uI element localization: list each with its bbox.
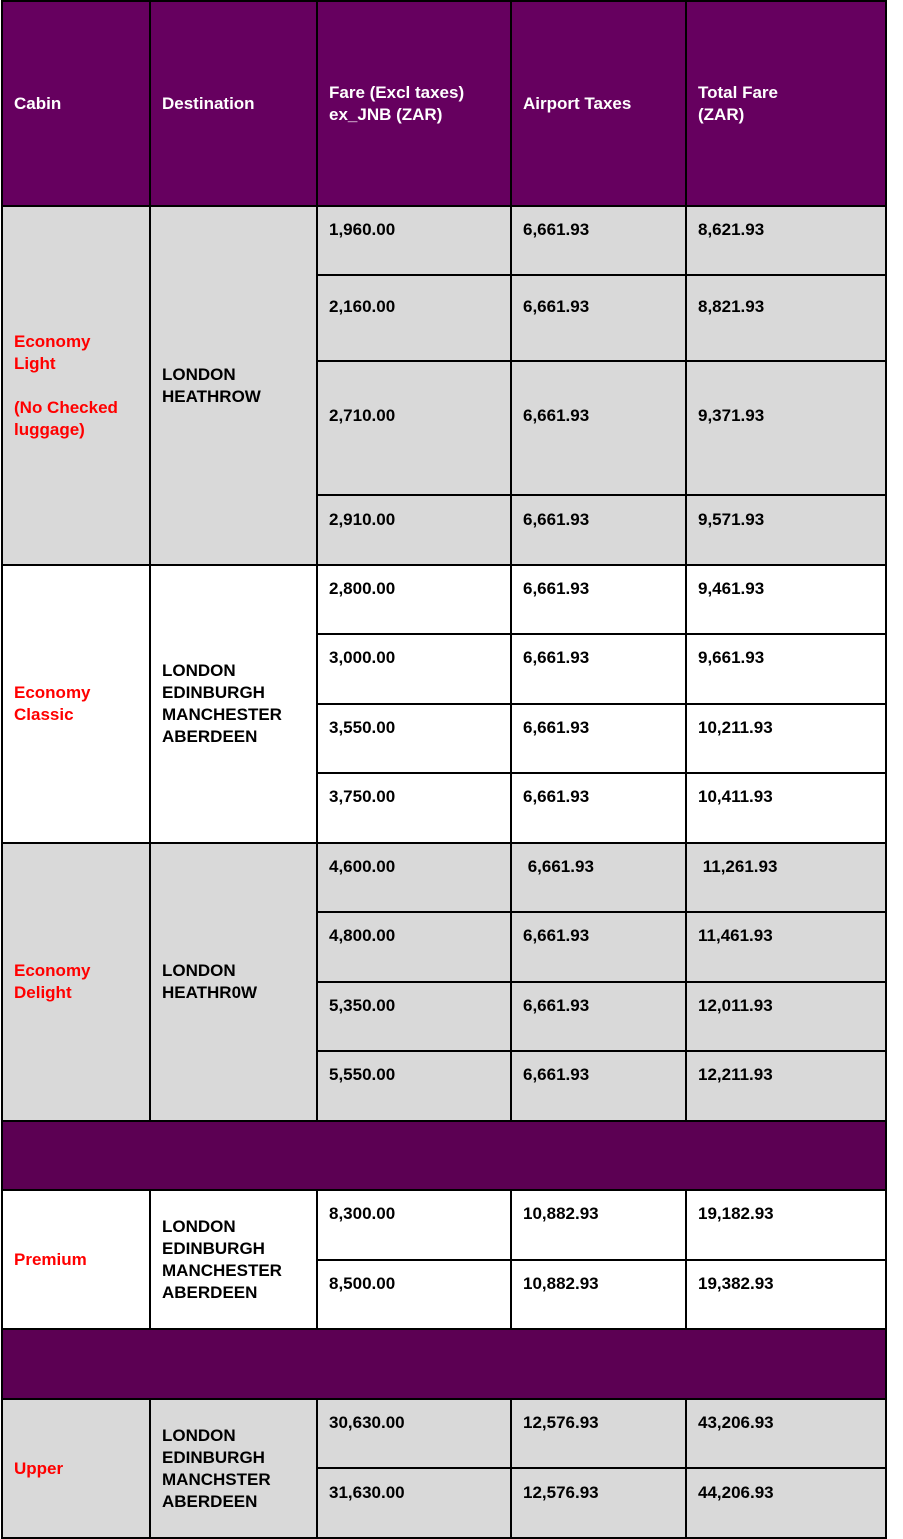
fare-cell: 2,710.00 (317, 361, 511, 495)
fare-cell: 8,300.00 (317, 1190, 511, 1260)
destination-cell: LONDON EDINBURGH MANCHSTER ABERDEEN (150, 1399, 317, 1538)
total-cell: 9,371.93 (686, 361, 886, 495)
destination-cell: LONDON HEATHROW (150, 206, 317, 565)
taxes-cell: 6,661.93 (511, 1051, 686, 1121)
total-cell: 12,211.93 (686, 1051, 886, 1121)
header-destination: Destination (150, 1, 317, 206)
fare-cell: 2,800.00 (317, 565, 511, 634)
total-cell: 8,621.93 (686, 206, 886, 275)
total-cell: 9,461.93 (686, 565, 886, 634)
total-cell: 11,461.93 (686, 912, 886, 982)
separator-row (2, 1121, 886, 1190)
table-row (2, 206, 886, 275)
table-row (2, 565, 886, 634)
fare-cell: 5,550.00 (317, 1051, 511, 1121)
taxes-cell: 6,661.93 (511, 982, 686, 1051)
fare-cell: 3,000.00 (317, 634, 511, 704)
destination-cell: LONDON EDINBURGH MANCHESTER ABERDEEN (150, 565, 317, 843)
taxes-cell: 6,661.93 (511, 495, 686, 565)
cabin-economy-delight: Economy Delight (2, 843, 150, 1121)
fare-cell: 30,630.00 (317, 1399, 511, 1468)
total-cell: 11,261.93 (686, 843, 886, 912)
taxes-cell: 6,661.93 (511, 275, 686, 361)
table-row (2, 1399, 886, 1468)
fare-cell: 2,160.00 (317, 275, 511, 361)
header-taxes: Airport Taxes (511, 1, 686, 206)
total-cell: 9,661.93 (686, 634, 886, 704)
taxes-cell: 6,661.93 (511, 206, 686, 275)
header-fare: Fare (Excl taxes) ex_JNB (ZAR) (317, 1, 511, 206)
taxes-cell: 6,661.93 (511, 843, 686, 912)
separator-band (2, 1121, 886, 1190)
total-cell: 12,011.93 (686, 982, 886, 1051)
taxes-cell: 10,882.93 (511, 1260, 686, 1329)
fare-table (1, 0, 887, 1539)
taxes-cell: 6,661.93 (511, 912, 686, 982)
fare-cell: 8,500.00 (317, 1260, 511, 1329)
fare-cell: 1,960.00 (317, 206, 511, 275)
fare-cell: 4,600.00 (317, 843, 511, 912)
total-cell: 10,411.93 (686, 773, 886, 843)
taxes-cell: 12,576.93 (511, 1399, 686, 1468)
fare-cell: 3,550.00 (317, 704, 511, 773)
taxes-cell: 6,661.93 (511, 704, 686, 773)
table-row (2, 843, 886, 912)
cabin-upper: Upper (2, 1399, 150, 1538)
total-cell: 43,206.93 (686, 1399, 886, 1468)
cabin-economy-classic: Economy Classic (2, 565, 150, 843)
fare-cell: 5,350.00 (317, 982, 511, 1051)
fare-cell: 2,910.00 (317, 495, 511, 565)
total-cell: 19,182.93 (686, 1190, 886, 1260)
destination-cell: LONDON EDINBURGH MANCHESTER ABERDEEN (150, 1190, 317, 1329)
fare-cell: 3,750.00 (317, 773, 511, 843)
header-cabin: Cabin (2, 1, 150, 206)
total-cell: 9,571.93 (686, 495, 886, 565)
taxes-cell: 10,882.93 (511, 1190, 686, 1260)
table-row (2, 1190, 886, 1260)
taxes-cell: 12,576.93 (511, 1468, 686, 1538)
destination-cell: LONDON HEATHR0W (150, 843, 317, 1121)
taxes-cell: 6,661.93 (511, 565, 686, 634)
separator-band (2, 1329, 886, 1399)
taxes-cell: 6,661.93 (511, 773, 686, 843)
taxes-cell: 6,661.93 (511, 634, 686, 704)
total-cell: 10,211.93 (686, 704, 886, 773)
cabin-economy-light: Economy Light (No Checked luggage) (2, 206, 150, 565)
total-cell: 44,206.93 (686, 1468, 886, 1538)
total-cell: 19,382.93 (686, 1260, 886, 1329)
fare-cell: 4,800.00 (317, 912, 511, 982)
total-cell: 8,821.93 (686, 275, 886, 361)
cabin-premium: Premium (2, 1190, 150, 1329)
header-total: Total Fare (ZAR) (686, 1, 886, 206)
taxes-cell: 6,661.93 (511, 361, 686, 495)
header-row (2, 1, 886, 206)
separator-row (2, 1329, 886, 1399)
fare-cell: 31,630.00 (317, 1468, 511, 1538)
